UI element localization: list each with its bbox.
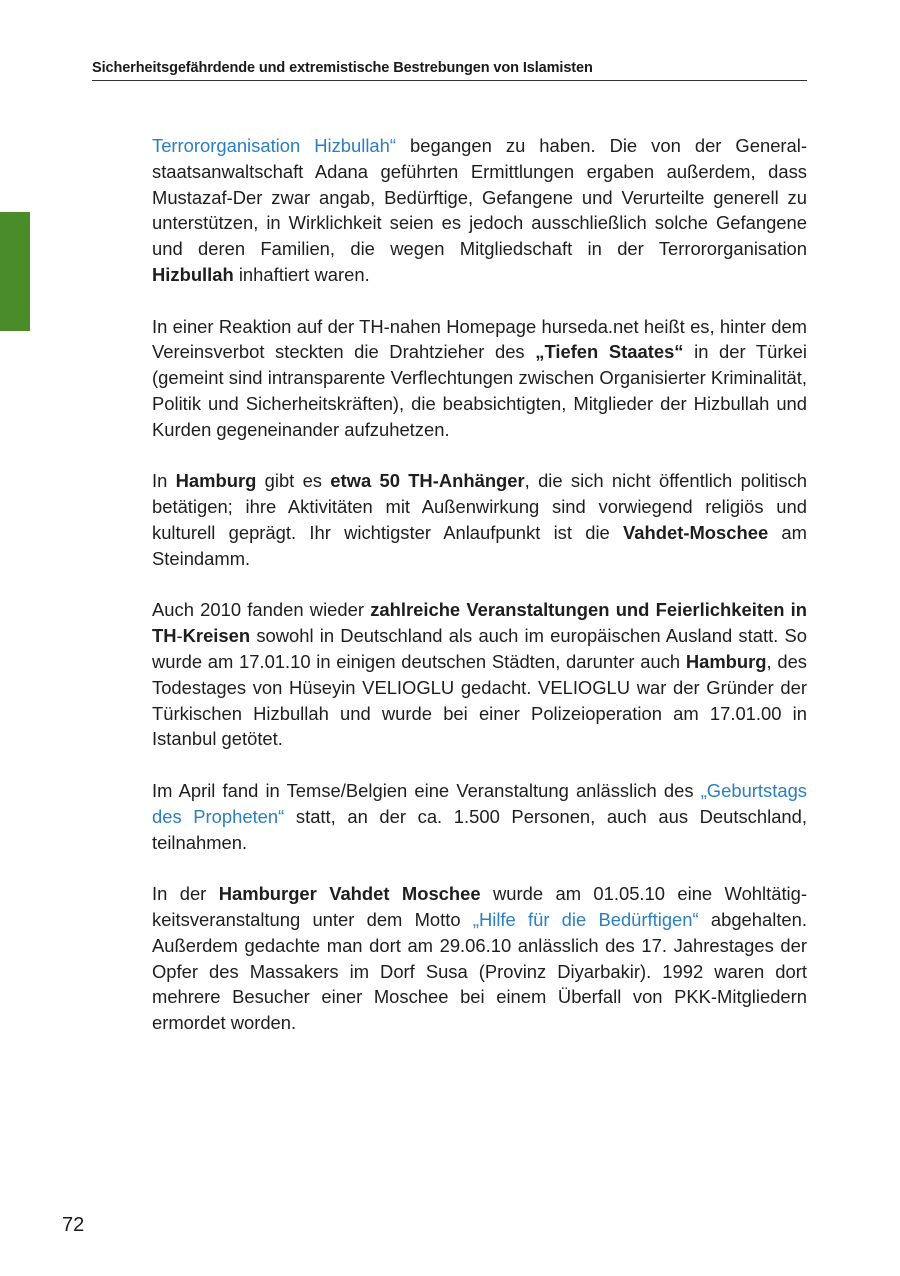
text-run: inhaftiert waren.	[233, 263, 370, 285]
bold-text: zahlreiche Veranstaltungen und Feierlichkeiten in TH	[152, 599, 807, 647]
bold-text: Hamburg	[175, 470, 257, 492]
paragraph	[152, 133, 807, 288]
text-run: statt, an der ca. 1.500 Personen, auch aus Deutschland, teilnahmen.	[152, 805, 807, 853]
bold-text: Hizbullah	[152, 263, 234, 285]
text-run: in der Türkei (gemeint sind intransparente Verflechtungen zwischen Organisierter Kriminalität, Politik und Sicherheitskräften), die beabsichtigten, Mitglieder der Hizbullah und Kurden gegeneinander aufzuhetzen.	[152, 341, 807, 440]
bold-text: Hamburg	[685, 650, 767, 672]
text-run: abgehalten. Außerdem gedachte man dort am 29.06.10 anlässlich des 17. Jahrestages der Opfer des Massakers im Dorf Susa (Provinz Diyarbakir). 1992 waren dort mehrere Besucher einer Moschee bei einem Überfall von PKK-Mitgliedern ermordet worden.	[152, 908, 807, 1034]
text-run: sowohl in Deutschland als auch im europäischen Ausland statt. So wurde am 17.01.10 in einigen deutschen Städten, darunter auch	[152, 625, 807, 672]
paragraph	[152, 468, 807, 571]
text-run: gibt es	[256, 470, 331, 492]
text-run: , des Todestages von Hüseyin VELIOGLU gedacht. VELIOGLU war der Gründer der Türkischen Hizbullah und wurde bei einer Polizeioperation am 17.01.00 in Istanbul getötet.	[152, 650, 807, 750]
paragraph	[152, 881, 807, 1036]
text-run: Im April fand in Temse/Belgien eine Veranstaltung anlässlich des	[152, 779, 701, 801]
page-number: 72	[62, 1214, 85, 1236]
paragraph	[152, 597, 807, 752]
text-run: In der	[152, 883, 219, 905]
paragraph	[152, 314, 807, 443]
bold-text: Vahdet-Moschee	[623, 521, 769, 543]
running-header: Sicherheitsgefährdende und extremistische Bestrebungen von Islamisten	[92, 60, 807, 81]
chapter-marker-tab	[0, 212, 30, 331]
text-run: In	[152, 470, 176, 492]
bold-text: etwa 50 TH-Anhänger	[330, 470, 525, 492]
text-run: wurde am 01.05.10 eine Wohltätigkeitsveranstaltung unter dem Motto	[152, 883, 807, 930]
text-run: Auch 2010 fanden wieder	[152, 599, 371, 621]
text-run: begangen zu haben. Die von der Generalstaatsanwaltschaft Adana geführten Ermittlungen ergaben außerdem, dass Mustazaf-Der zwar angab, Bedürftige, Gefangene und Verurteilte generell zu unterstützen, in Wirklichkeit seien es jedoch ausschließlich solche Gefangene und deren Familien, die wegen Mitgliedschaft in der Terrororganisation	[152, 135, 807, 260]
text-run: , die sich nicht öffentlich politisch betätigen; ihre Aktivitäten mit Außenwirkung sind vorwiegend religiös und kulturell geprägt. Ihr wichtigster Anlaufpunkt ist die	[152, 470, 808, 543]
text-run: In einer Reaktion auf der TH-nahen Homepage hurseda.net heißt es, hinter dem Vereinsverbot steckten die Drahtzieher des	[152, 315, 807, 363]
highlighted-quote: „Geburtstags des Propheten“	[152, 779, 807, 827]
bold-text: „Tiefen Staates“	[535, 341, 684, 363]
text-run: am Steindamm.	[152, 521, 807, 569]
highlighted-quote: Terrororganisation Hizbullah“	[152, 135, 397, 156]
bold-text: Hamburger Vahdet Moschee	[218, 883, 481, 905]
body-text	[152, 133, 807, 1036]
text-run: -	[176, 625, 183, 647]
highlighted-quote: „Hilfe für die Bedürftigen“	[472, 908, 699, 930]
paragraph	[152, 778, 807, 855]
bold-text: Kreisen	[182, 625, 251, 647]
